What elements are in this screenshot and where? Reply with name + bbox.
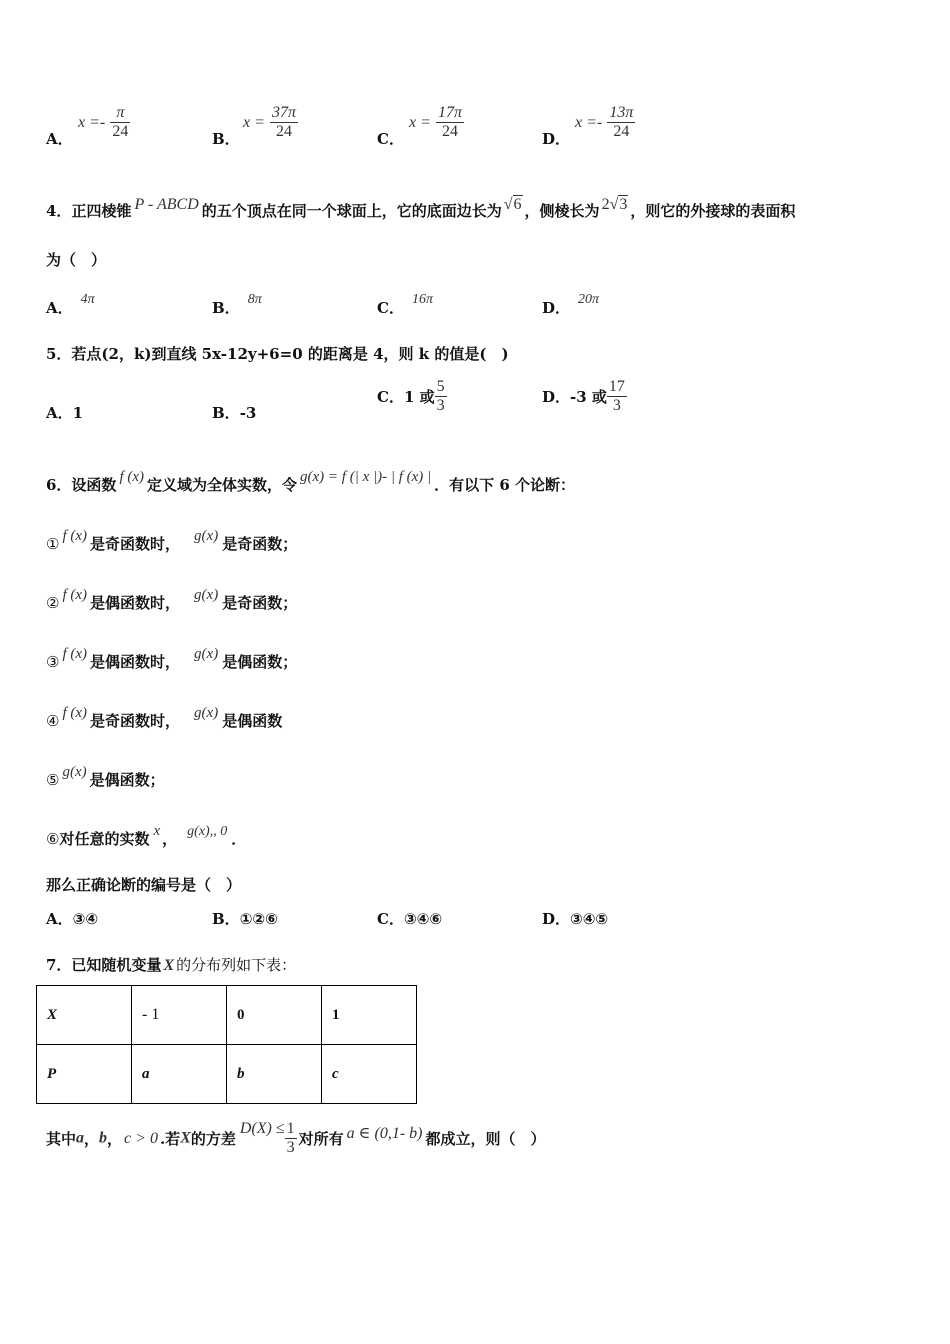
table-row — [37, 986, 417, 1045]
table-cell: - 1 — [132, 986, 227, 1045]
q6-option-a: A．③④ — [46, 910, 99, 928]
q6-option-b: B．①②⑥ — [212, 910, 278, 928]
q7-stem: 7．已知随机变量 X 的分布列如下表： — [46, 956, 297, 974]
q6-item-2: ② f (x) 是偶函数时， g(x) 是奇函数； — [46, 587, 298, 612]
q7-condition: 其中a，b， c > 0 .若X的方差D(X) ≤ $\frac{1}{3}$ 对所有 a ∈ (0,1- b) 都成立，则（ ） — [46, 1119, 546, 1156]
q6-ask: 那么正确论断的编号是（ ） — [46, 876, 242, 894]
q3-option-c-expr: x = $\frac{17\pi}{24}$ — [409, 104, 463, 140]
table-cell: X — [37, 986, 132, 1045]
q5-option-a: A．1 — [46, 404, 84, 422]
table-cell: P — [37, 1045, 132, 1104]
q3-option-d-expr: x =- $\frac{13\pi}{24}$ — [575, 104, 634, 140]
distribution-table — [36, 985, 417, 1104]
table-cell: c — [322, 1045, 417, 1104]
q3-option-a: A． — [46, 130, 73, 148]
table-cell: b — [227, 1045, 322, 1104]
q3-option-d: D． — [542, 130, 571, 148]
q3-option-a-expr: x =- $\frac{\pi}{24}$ — [78, 104, 129, 140]
q6-option-c: C．③④⑥ — [377, 910, 443, 928]
q6-option-d: D．③④⑤ — [542, 910, 609, 928]
q3-option-b-expr: x = $\frac{37\pi}{24}$ — [243, 104, 297, 140]
q4-option-c: C． 16π — [377, 292, 433, 317]
table-cell: 0 — [227, 986, 322, 1045]
q4-option-d: D． 20π — [542, 292, 600, 317]
q4-stem: 4．正四棱锥 P - ABCD 的五个顶点在同一个球面上，它的底面边长为 √6 ，侧棱长为 2√3 ，则它的外接球的表面积 — [46, 196, 796, 220]
q6-item-3: ③ f (x) 是偶函数时， g(x) 是偶函数； — [46, 646, 298, 671]
q6-stem: 6．设函数 f (x) 定义域为全体实数，令 g(x) = f (| x |)- | f (x) | ．有以下 6 个论断： — [46, 469, 576, 494]
table-cell: 1 — [322, 986, 417, 1045]
q6-item-5: ⑤ g(x) 是偶函数； — [46, 764, 165, 789]
table-cell: a — [132, 1045, 227, 1104]
q3-option-b: B． — [212, 130, 240, 148]
q4-option-b: B． 8π — [212, 292, 262, 317]
q5-option-d: D．-3 或 $\frac{17}{3}$ — [542, 378, 625, 414]
q5-option-c: C．1 或 $\frac{5}{3}$ — [377, 378, 445, 414]
q5-stem: 5．若点(2，k)到直线 5x-12y+6=0 的距离是 4，则 k 的值是( ) — [46, 345, 509, 363]
q6-item-4: ④ f (x) 是奇函数时， g(x) 是偶函数 — [46, 705, 283, 730]
q5-option-b: B．-3 — [212, 404, 257, 422]
q6-item-6: ⑥对任意的实数 x ， g(x),, 0 ． — [46, 823, 247, 848]
q4-stem-cont: 为（ ） — [46, 251, 107, 269]
q3-option-c: C． — [377, 130, 404, 148]
q4-option-a: A． 4π — [46, 292, 95, 317]
q6-item-1: ① f (x) 是奇函数时， g(x) 是奇函数； — [46, 528, 298, 553]
table-row — [37, 1045, 417, 1104]
